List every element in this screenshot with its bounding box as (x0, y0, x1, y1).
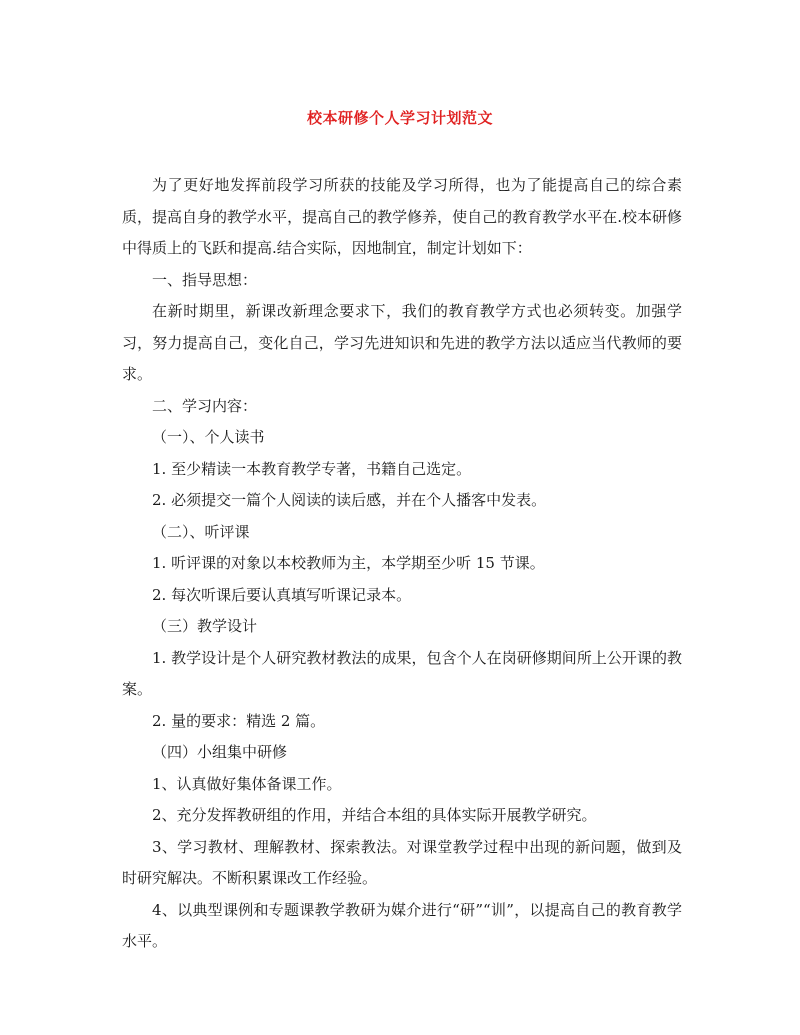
list-item: 2、充分发挥教研组的作用，并结合本组的具体实际开展教学研究。 (152, 806, 597, 824)
list-item: 1. 听评课的对象以本校教师为主，本学期至少听 15 节课。 (152, 554, 545, 572)
list-item: 1. 教学设计是个人研究教材教法的成果，包含个人在岗研修期间所上公开课的教案。 (122, 648, 682, 698)
intro-paragraph: 为了更好地发挥前段学习所获的技能及学习所得，也为了能提高自己的综合素质，提高自身的教学水平，提高自己的教学修养，使自己的教育教学水平在.校本研修中得质上的飞跃和提高.结合实际，因地制宜，制定计划如下： (122, 176, 682, 257)
list-item: 3、学习教材、理解教材、探索教法。对课堂教学过程中出现的新问题，做到及时研究解决。不断积累课改工作经验。 (122, 837, 682, 887)
list-item: 1. 至少精读一本教育教学专著，书籍自己选定。 (152, 459, 472, 478)
document-title: 校本研修个人学习计划范文 (306, 109, 493, 127)
section-heading-guiding-thought: 一、指导思想： (152, 270, 258, 289)
list-item: 2. 每次听课后要认真填写听课记录本。 (152, 585, 412, 604)
list-item: 1、认真做好集体备课工作。 (152, 774, 342, 793)
guiding-thought-paragraph: 在新时期里，新课改新理念要求下，我们的教育教学方式也必须转变。加强学习，努力提高自己，变化自己，学习先进知识和先进的教学方法以适应当代教师的要求。 (122, 302, 682, 383)
list-item: 2. 必须提交一篇个人阅读的读后感，并在个人播客中发表。 (152, 491, 547, 509)
subsection-heading-lesson-observation: （二）、听评课 (152, 522, 250, 541)
list-item: 4、以典型课例和专题课教学教研为媒介进行“研”“训”，以提高自己的教育教学水平。 (122, 900, 682, 950)
document-body (122, 170, 682, 958)
subsection-heading-group-study: （四）小组集中研修 (152, 743, 288, 761)
subsection-heading-teaching-design: （三）教学设计 (152, 617, 258, 635)
subsection-heading-reading: （一）、个人读书 (152, 428, 265, 446)
section-heading-learning-content: 二、学习内容： (152, 396, 258, 415)
list-item: 2. 量的要求：精选 2 篇。 (152, 711, 326, 730)
